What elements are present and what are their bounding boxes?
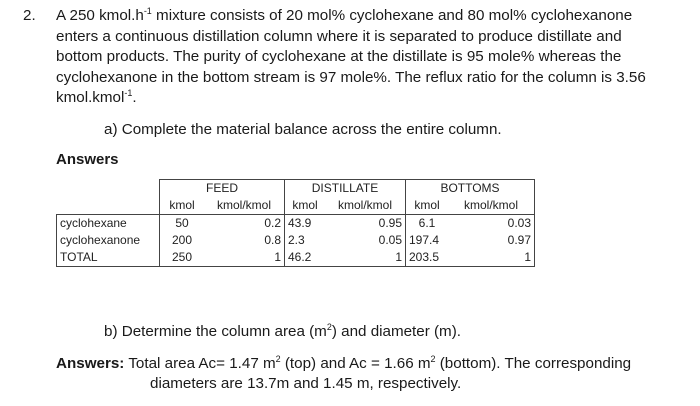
feed-fraction-header: kmol/kmol xyxy=(216,198,271,212)
question-text: 2. A 250 $kmol.h^{-1}$ mixture consists of 20 mol% cyclohexane and 80 mol% cyclohexanone enters a continuous distillation column where it is separated to produce distillate and bottom products. The purity of cyclohexane at the distillate is 95 mole% whereas the cyclohexanone in the bottom stream is 97 mole%. The reflux ratio for the column is 3.56 kmol.kmol$^{-1}$. xyxy=(23,6,646,106)
row-label: cyclohexane xyxy=(57,215,160,233)
distillate-kmol-header: kmol xyxy=(285,197,326,215)
answers-heading: Answers xyxy=(56,151,119,168)
answer-line-2: diameters are 13.7m and 1.45 m, respectively. xyxy=(150,375,462,392)
table-row: cyclohexanone 200 0.8 2.3 0.05 197.4 0.97 xyxy=(57,232,535,249)
feed-kmol-header: kmol xyxy=(160,197,205,215)
distillate-fraction-header: kmol/kmol xyxy=(337,198,392,212)
answer-label: Answers: xyxy=(56,355,125,372)
part-b-answer: Answers: Total area Ac= 1.47 $m^2$ (top) and Ac = 1.66 $m^2$ (bottom). The corresponding diameters are 13.7m and 1.45 m, respectively. xyxy=(56,354,632,392)
part-b-prompt: b) Determine the column area $(m^2)$ and diameter (m). xyxy=(104,322,461,340)
question-number: 2. xyxy=(23,7,36,24)
bottoms-kmol-header: kmol xyxy=(406,197,449,215)
bottoms-header: BOTTOMS xyxy=(406,180,535,198)
row-label: cyclohexanone xyxy=(57,232,160,249)
distillate-header: DISTILLATE xyxy=(285,180,406,198)
table-row: cyclohexane 50 0.2 43.9 0.95 6.1 0.03 xyxy=(57,215,535,233)
table-subheader-row xyxy=(57,197,535,215)
table-row: TOTAL 250 1 46.2 1 203.5 1 xyxy=(57,249,535,267)
part-a-prompt: a) Complete the material balance across the entire column. xyxy=(104,121,502,138)
bottoms-fraction-header: kmol/kmol xyxy=(448,197,535,215)
row-label: TOTAL xyxy=(57,249,160,267)
material-balance-table xyxy=(56,179,535,267)
table-group-header-row xyxy=(57,180,535,198)
feed-header: FEED xyxy=(160,180,285,198)
